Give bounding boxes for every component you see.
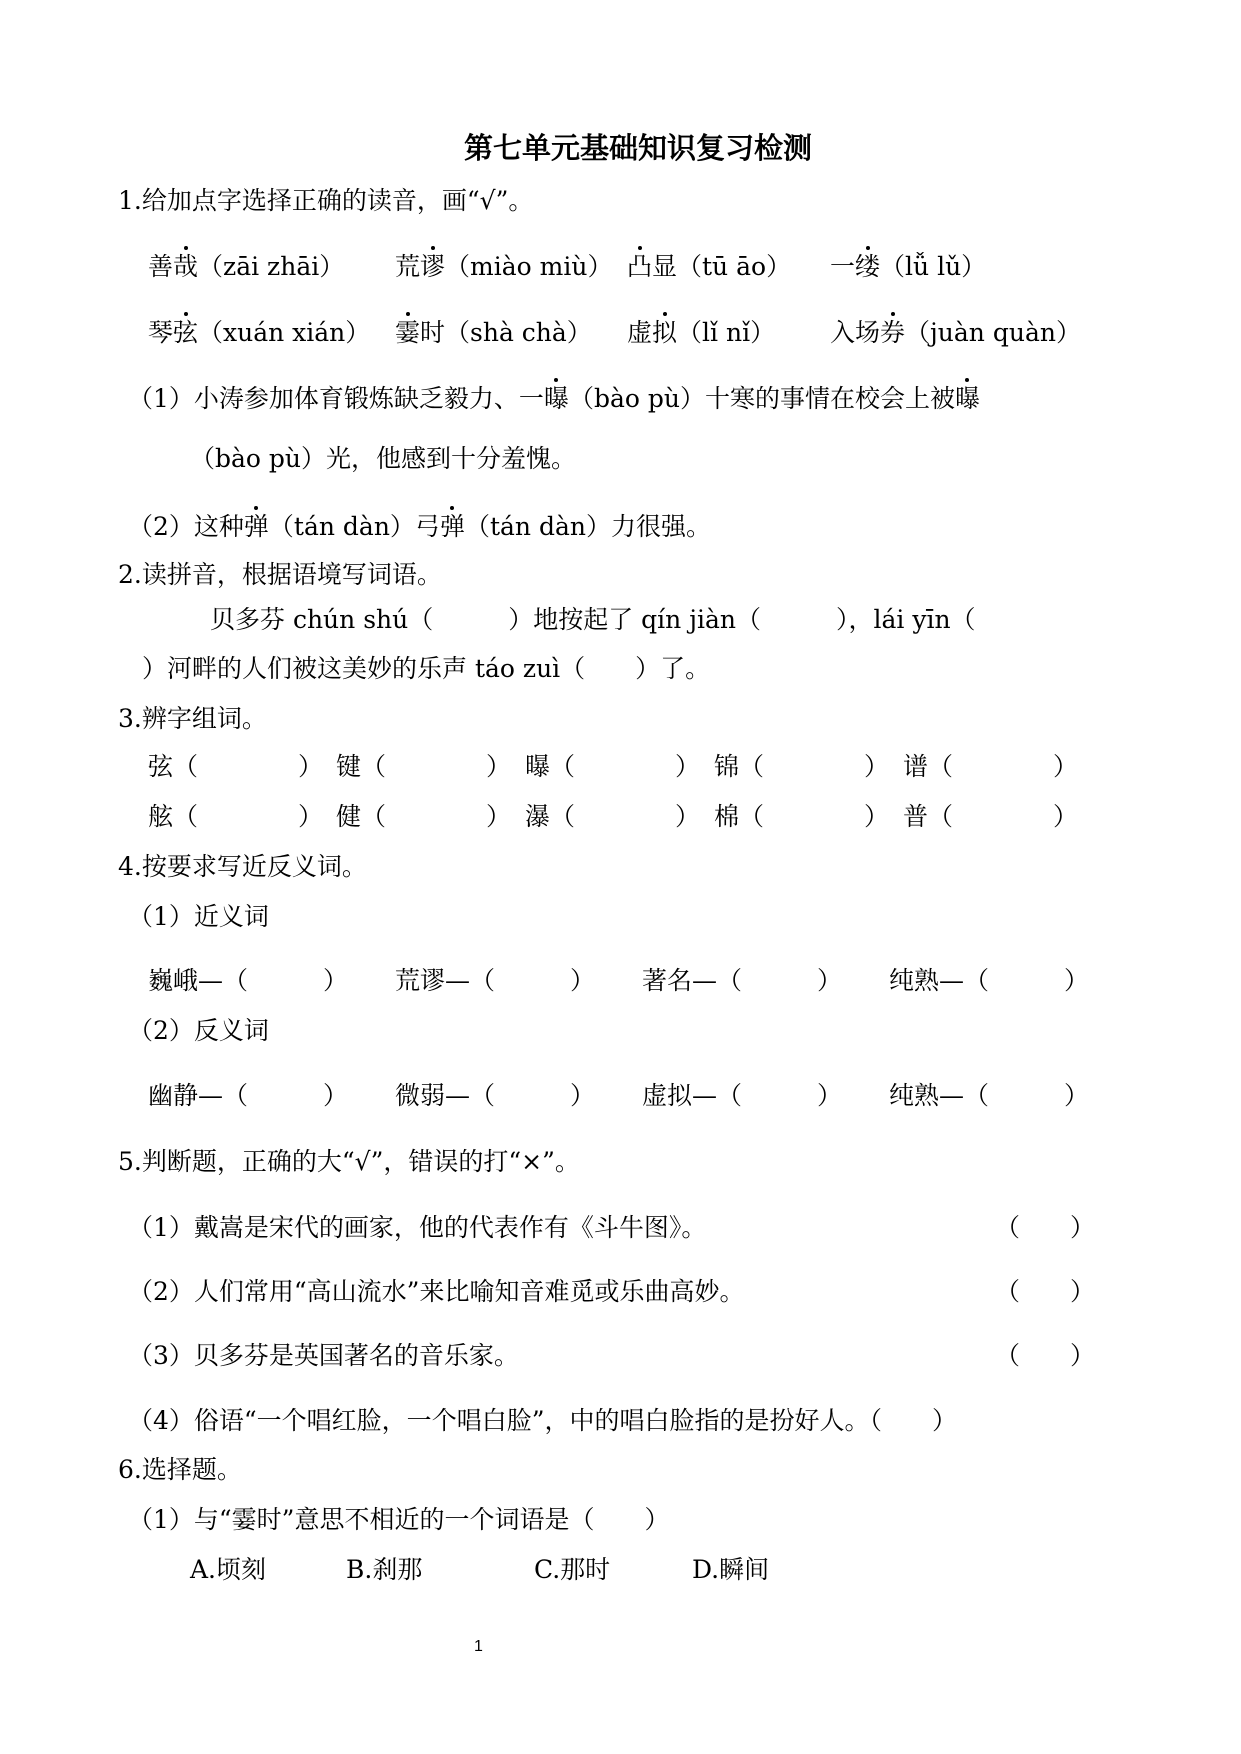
q1-item	[148, 254, 395, 279]
pinyin-options: 时（shà chà）	[420, 318, 592, 347]
q5-answer-bracket: （ ）	[995, 1277, 1096, 1306]
item-text: 善	[148, 252, 174, 281]
page-title: 第七单元基础知识复习检测	[464, 131, 813, 165]
q1-item	[148, 320, 395, 345]
sentence-text: （bào pù）十寒的事情在校会上被	[568, 384, 955, 413]
q2-line-1: 贝多芬 chún shú（ ）地按起了 qín jiàn（ ），lái yīn（	[210, 605, 976, 634]
word-group-item: 锦（ ）	[714, 752, 890, 781]
dotted-char: 霎	[395, 318, 421, 347]
word-group-item: 棉（ ）	[714, 802, 890, 831]
pinyin-options: （zāi zhāi）	[198, 252, 345, 281]
sentence-text: （2）这种	[128, 512, 244, 541]
pinyin-options: （xuán xián）	[198, 318, 371, 347]
q6-heading: 6.选择题。	[118, 1455, 242, 1484]
word-group-item: 普（ ）	[903, 802, 1079, 831]
word-group-item: 舷（ ）	[148, 802, 324, 831]
q5-heading: 5.判断题，正确的大“√”，错误的打“×”。	[118, 1147, 580, 1176]
antonym-item: 纯熟—（ ）	[889, 1081, 1090, 1110]
q1-item	[627, 320, 830, 345]
sentence-text: （1）小涛参加体育锻炼缺乏毅力、一	[128, 384, 544, 413]
q1-sentence-1	[128, 386, 980, 411]
word-group-item: 弦（ ）	[148, 752, 324, 781]
q1-heading: 1.给加点字选择正确的读音，画“√”。	[118, 186, 534, 215]
dotted-char: 券	[880, 318, 906, 347]
q5-answer-bracket: （ ）	[995, 1213, 1096, 1242]
synonym-item: 纯熟—（ ）	[889, 966, 1090, 995]
option-d: D.瞬间	[692, 1555, 770, 1584]
synonym-item: 著名—（ ）	[642, 966, 843, 995]
item-text: 荒	[395, 252, 421, 281]
q1-sentence-2	[128, 514, 711, 539]
dotted-char: 谬	[420, 252, 446, 281]
q3-row-2	[148, 804, 1078, 829]
q5-item-3: （3）贝多芬是英国著名的音乐家。	[128, 1341, 519, 1370]
q5-item-1: （1）戴嵩是宋代的画家，他的代表作有《斗牛图》。	[128, 1213, 707, 1242]
q5-answer-bracket: （ ）	[995, 1341, 1096, 1370]
item-text: 虚	[627, 318, 653, 347]
word-group-item: 瀑（ ）	[525, 802, 701, 831]
dotted-char: 弹	[439, 512, 465, 541]
synonym-item: 荒谬—（ ）	[395, 966, 596, 995]
q5-item-4	[128, 1408, 957, 1433]
dotted-char: 哉	[173, 252, 199, 281]
q3-heading: 3.辨字组词。	[118, 704, 267, 733]
dotted-char: 凸	[627, 252, 653, 281]
q4-antonyms-row	[148, 1083, 1089, 1108]
dotted-char: 拟	[652, 318, 678, 347]
q1-item	[627, 254, 830, 279]
q1-row1	[148, 254, 986, 279]
q1-row2	[148, 320, 1081, 345]
q1-item	[395, 254, 627, 279]
statement-text: （4）俗语“一个唱红脸，一个唱白脸”，中的唱白脸指的是扮好人。	[128, 1406, 870, 1435]
sentence-text: （tán dàn）力很强。	[464, 512, 711, 541]
q1-item	[830, 254, 986, 279]
pinyin-options: （juàn quàn）	[905, 318, 1081, 347]
synonym-item: 巍峨—（ ）	[148, 966, 349, 995]
pinyin-options: （lǚ lǔ）	[880, 252, 987, 281]
q2-heading: 2.读拼音，根据语境写词语。	[118, 560, 442, 589]
dotted-char: 弹	[243, 512, 269, 541]
option-c: C.那时	[534, 1555, 611, 1584]
q6-options	[190, 1557, 769, 1582]
item-text: 一	[830, 252, 856, 281]
dotted-char: 弦	[173, 318, 199, 347]
pinyin-options: （miào miù）	[445, 252, 613, 281]
pinyin-options: （lǐ nǐ）	[677, 318, 776, 347]
q2-line-2: ）河畔的人们被这美妙的乐声 táo zuì（ ）了。	[142, 654, 711, 683]
page-number: 1	[474, 1638, 483, 1655]
q4-antonyms-label: （2）反义词	[128, 1016, 269, 1045]
dotted-char: 曝	[543, 384, 569, 413]
sentence-text: （tán dàn）弓	[268, 512, 440, 541]
option-a: A.顷刻	[190, 1555, 267, 1584]
antonym-item: 幽静—（ ）	[148, 1081, 349, 1110]
word-group-item: 谱（ ）	[903, 752, 1079, 781]
word-group-item: 键（ ）	[336, 752, 512, 781]
option-b: B.刹那	[346, 1555, 423, 1584]
antonym-item: 虚拟—（ ）	[642, 1081, 843, 1110]
dotted-char: 曝	[954, 384, 980, 413]
q1-item	[395, 320, 627, 345]
q4-synonyms-row	[148, 968, 1089, 993]
q4-heading: 4.按要求写近反义词。	[118, 852, 367, 881]
q1-sentence-1-cont: （bào pù）光，他感到十分羞愧。	[190, 444, 577, 473]
q5-item-2: （2）人们常用“高山流水”来比喻知音难觅或乐曲高妙。	[128, 1277, 745, 1306]
dotted-char: 缕	[855, 252, 881, 281]
item-text: 琴	[148, 318, 174, 347]
pinyin-options: 显（tū āo）	[652, 252, 792, 281]
q3-row-1	[148, 754, 1078, 779]
q5-answer-bracket: （ ）	[869, 1406, 957, 1435]
word-group-item: 健（ ）	[336, 802, 512, 831]
q4-synonyms-label: （1）近义词	[128, 902, 269, 931]
item-text: 入场	[830, 318, 881, 347]
word-group-item: 曝（ ）	[525, 752, 701, 781]
q6-question-1: （1）与“霎时”意思不相近的一个词语是（ ）	[128, 1505, 670, 1534]
antonym-item: 微弱—（ ）	[395, 1081, 596, 1110]
q1-item	[830, 320, 1081, 345]
